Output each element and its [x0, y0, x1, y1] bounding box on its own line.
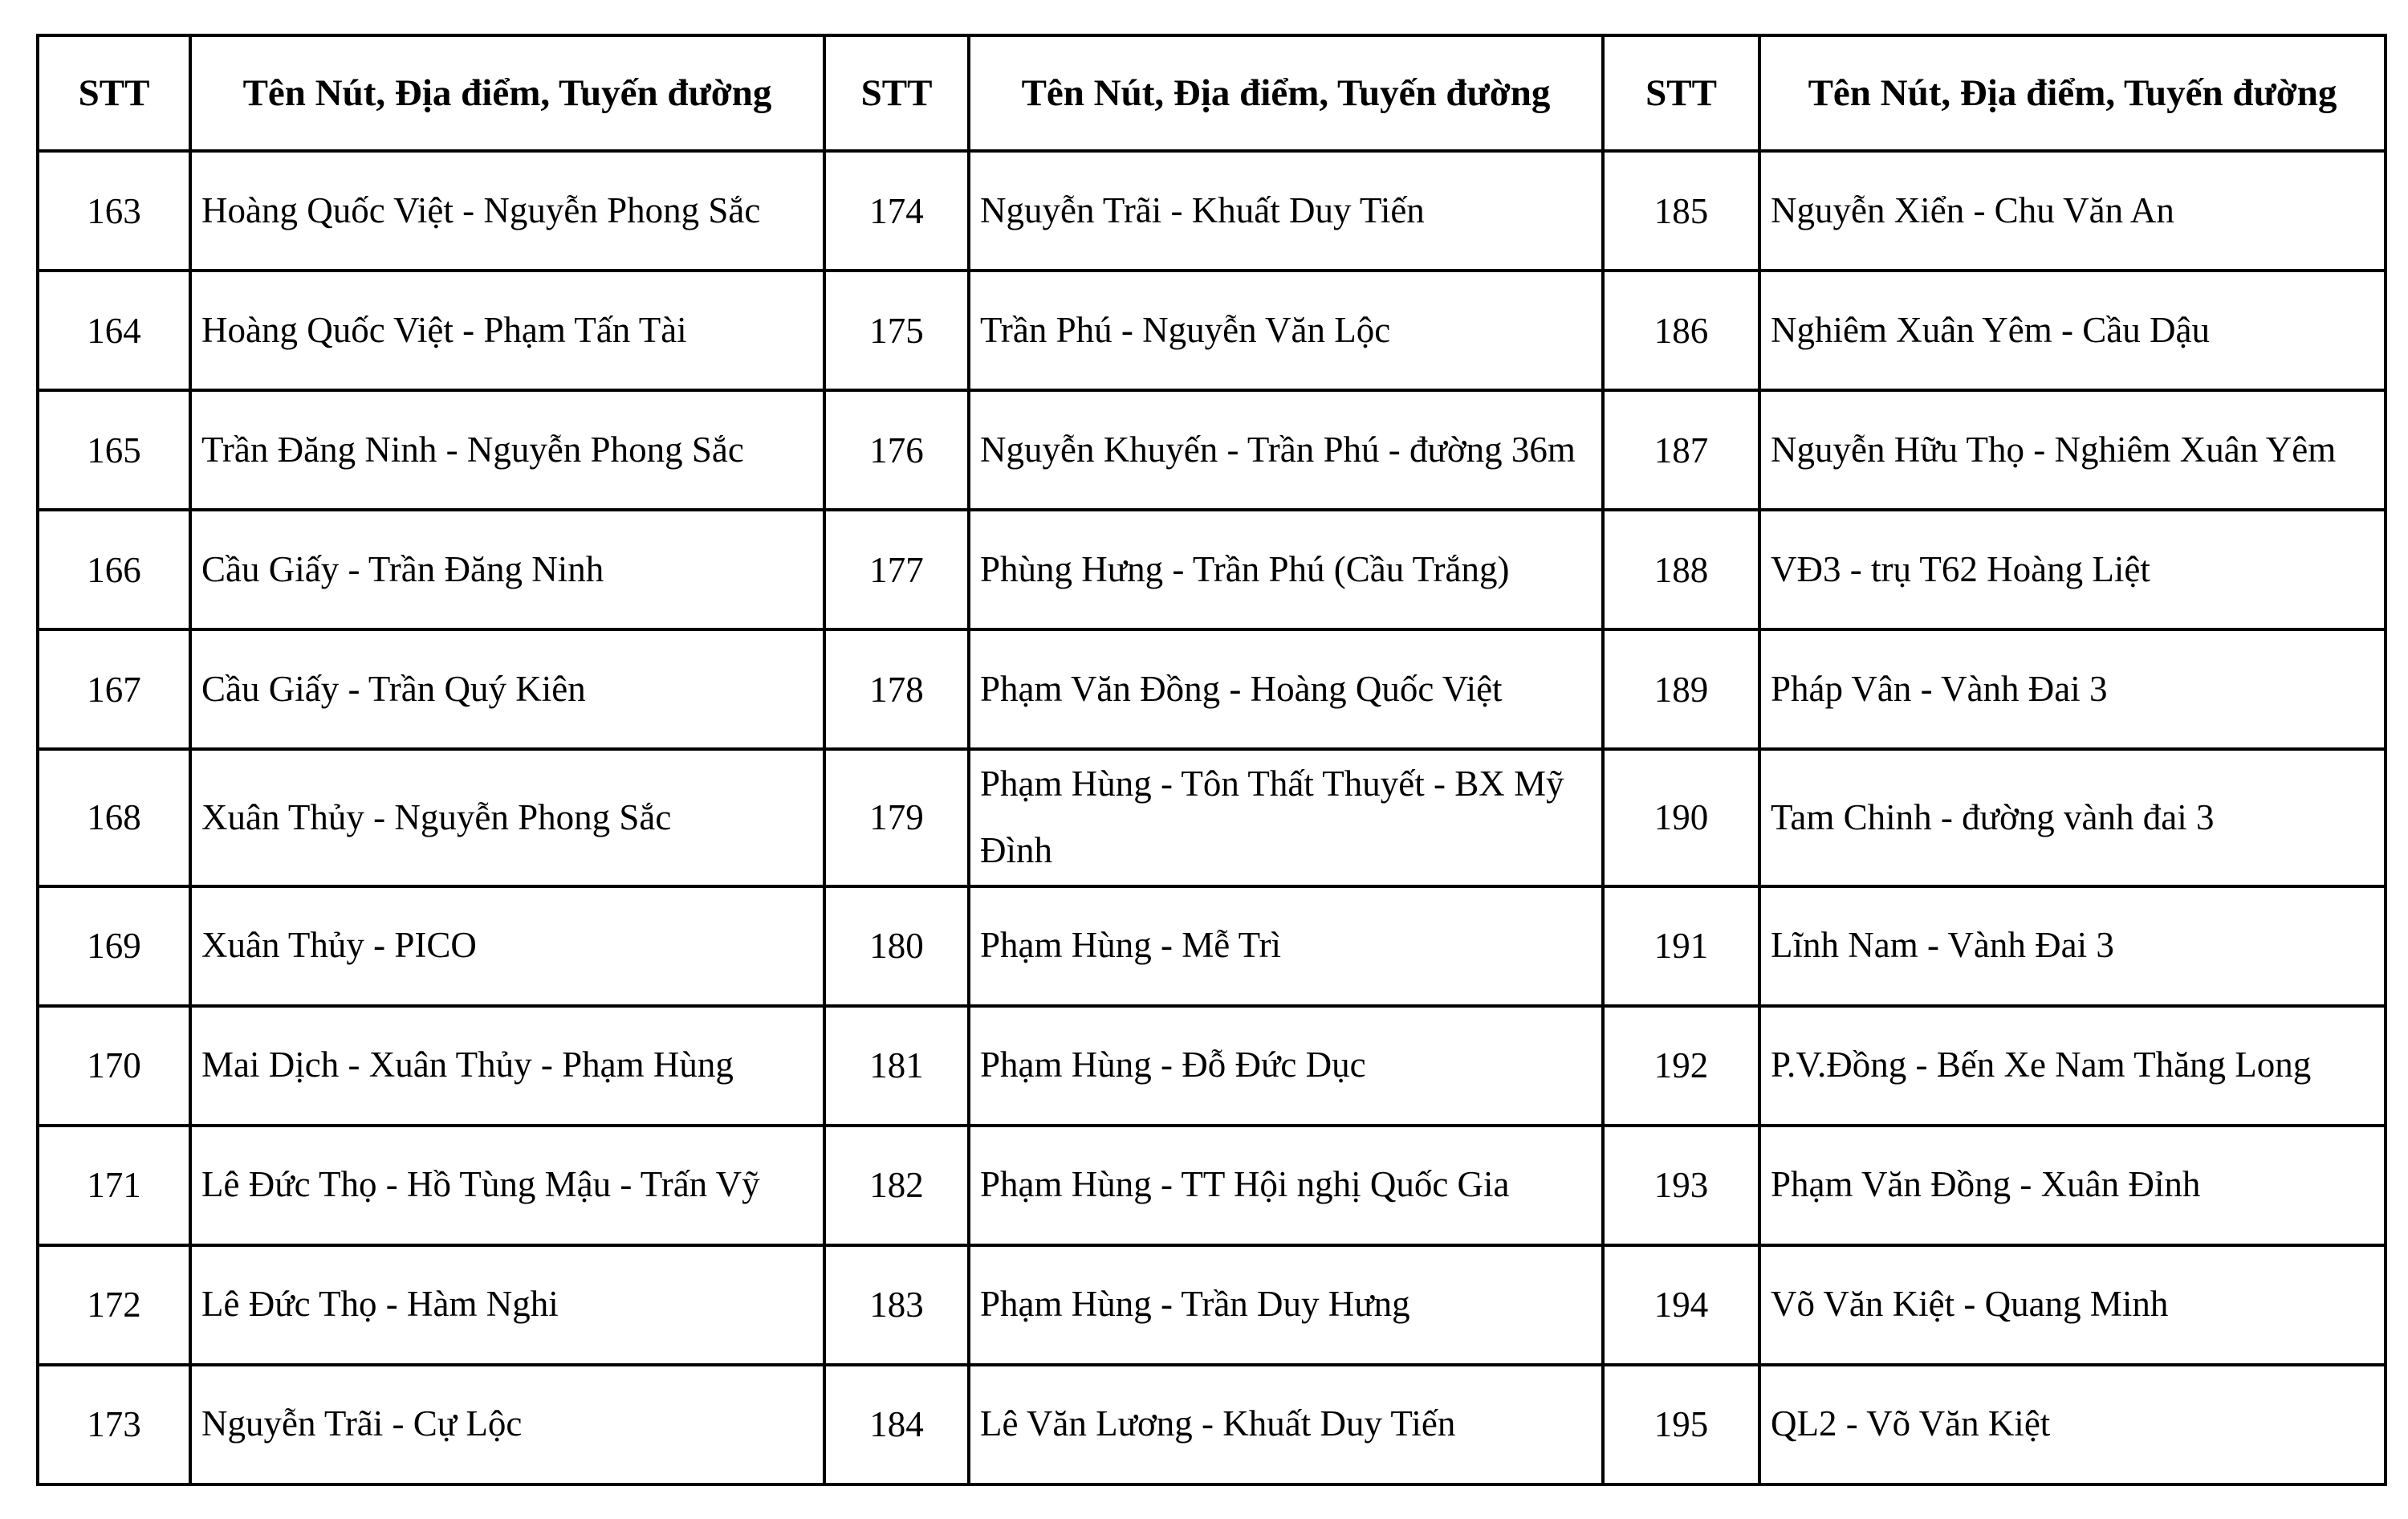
- route-cell: Phạm Hùng - Tôn Thất Thuyết - BX Mỹ Đình: [969, 749, 1603, 886]
- stt-cell: 165: [38, 390, 190, 510]
- route-cell: Phạm Văn Đồng - Xuân Đỉnh: [1759, 1126, 2386, 1245]
- route-cell: Nguyễn Trãi - Cự Lộc: [190, 1365, 824, 1484]
- route-cell: Nguyễn Hữu Thọ - Nghiêm Xuân Yêm: [1759, 390, 2386, 510]
- table-row: [38, 271, 2386, 390]
- stt-cell: 177: [824, 510, 969, 629]
- stt-cell: 172: [38, 1245, 190, 1365]
- stt-cell: 192: [1603, 1006, 1759, 1126]
- stt-cell: 184: [824, 1365, 969, 1484]
- stt-cell: 185: [1603, 151, 1759, 271]
- stt-header-3: STT: [1603, 35, 1759, 151]
- table-row: [38, 390, 2386, 510]
- stt-cell: 173: [38, 1365, 190, 1484]
- route-cell: VĐ3 - trụ T62 Hoàng Liệt: [1759, 510, 2386, 629]
- route-cell: Võ Văn Kiệt - Quang Minh: [1759, 1245, 2386, 1365]
- route-cell: Lĩnh Nam - Vành Đai 3: [1759, 886, 2386, 1006]
- route-header-3: Tên Nút, Địa điểm, Tuyến đường: [1759, 35, 2386, 151]
- stt-cell: 190: [1603, 749, 1759, 886]
- route-cell: Trần Đăng Ninh - Nguyễn Phong Sắc: [190, 390, 824, 510]
- stt-cell: 195: [1603, 1365, 1759, 1484]
- route-cell: Lê Đức Thọ - Hồ Tùng Mậu - Trấn Vỹ: [190, 1126, 824, 1245]
- route-cell: P.V.Đồng - Bến Xe Nam Thăng Long: [1759, 1006, 2386, 1126]
- route-cell: Cầu Giấy - Trần Đăng Ninh: [190, 510, 824, 629]
- stt-cell: 189: [1603, 629, 1759, 749]
- junction-list-table: [36, 34, 2387, 1486]
- stt-cell: 191: [1603, 886, 1759, 1006]
- table-row: [38, 151, 2386, 271]
- route-cell: Trần Phú - Nguyễn Văn Lộc: [969, 271, 1603, 390]
- route-cell: Phạm Hùng - Trần Duy Hưng: [969, 1245, 1603, 1365]
- stt-cell: 174: [824, 151, 969, 271]
- route-header-2: Tên Nút, Địa điểm, Tuyến đường: [969, 35, 1603, 151]
- stt-cell: 178: [824, 629, 969, 749]
- stt-cell: 182: [824, 1126, 969, 1245]
- route-cell: Hoàng Quốc Việt - Nguyễn Phong Sắc: [190, 151, 824, 271]
- stt-cell: 163: [38, 151, 190, 271]
- stt-cell: 193: [1603, 1126, 1759, 1245]
- table-row: [38, 1245, 2386, 1365]
- stt-cell: 187: [1603, 390, 1759, 510]
- stt-cell: 176: [824, 390, 969, 510]
- stt-cell: 180: [824, 886, 969, 1006]
- route-cell: Nguyễn Xiển - Chu Văn An: [1759, 151, 2386, 271]
- stt-header-2: STT: [824, 35, 969, 151]
- stt-header-1: STT: [38, 35, 190, 151]
- table-row: [38, 1365, 2386, 1484]
- route-cell: Mai Dịch - Xuân Thủy - Phạm Hùng: [190, 1006, 824, 1126]
- stt-cell: 167: [38, 629, 190, 749]
- stt-cell: 188: [1603, 510, 1759, 629]
- stt-cell: 181: [824, 1006, 969, 1126]
- table-row: [38, 1126, 2386, 1245]
- stt-cell: 164: [38, 271, 190, 390]
- route-cell: Xuân Thủy - Nguyễn Phong Sắc: [190, 749, 824, 886]
- route-cell: Nguyễn Trãi - Khuất Duy Tiến: [969, 151, 1603, 271]
- route-cell: Lê Đức Thọ - Hàm Nghi: [190, 1245, 824, 1365]
- route-cell: Hoàng Quốc Việt - Phạm Tấn Tài: [190, 271, 824, 390]
- route-cell: Phạm Hùng - TT Hội nghị Quốc Gia: [969, 1126, 1603, 1245]
- stt-cell: 168: [38, 749, 190, 886]
- stt-cell: 169: [38, 886, 190, 1006]
- table-row: [38, 1006, 2386, 1126]
- route-cell: Phạm Hùng - Đỗ Đức Dục: [969, 1006, 1603, 1126]
- route-cell: Cầu Giấy - Trần Quý Kiên: [190, 629, 824, 749]
- route-cell: Nguyễn Khuyến - Trần Phú - đường 36m: [969, 390, 1603, 510]
- route-cell: Xuân Thủy - PICO: [190, 886, 824, 1006]
- table-row: [38, 886, 2386, 1006]
- stt-cell: 186: [1603, 271, 1759, 390]
- route-cell: Phùng Hưng - Trần Phú (Cầu Trắng): [969, 510, 1603, 629]
- stt-cell: 171: [38, 1126, 190, 1245]
- route-cell: Tam Chinh - đường vành đai 3: [1759, 749, 2386, 886]
- route-header-1: Tên Nút, Địa điểm, Tuyến đường: [190, 35, 824, 151]
- stt-cell: 183: [824, 1245, 969, 1365]
- route-cell: Nghiêm Xuân Yêm - Cầu Dậu: [1759, 271, 2386, 390]
- stt-cell: 166: [38, 510, 190, 629]
- route-cell: Phạm Hùng - Mễ Trì: [969, 886, 1603, 1006]
- route-cell: Pháp Vân - Vành Đai 3: [1759, 629, 2386, 749]
- stt-cell: 179: [824, 749, 969, 886]
- route-cell: Lê Văn Lương - Khuất Duy Tiến: [969, 1365, 1603, 1484]
- table-row: [38, 749, 2386, 886]
- route-cell: QL2 - Võ Văn Kiệt: [1759, 1365, 2386, 1484]
- stt-cell: 194: [1603, 1245, 1759, 1365]
- stt-cell: 175: [824, 271, 969, 390]
- table-row: [38, 510, 2386, 629]
- stt-cell: 170: [38, 1006, 190, 1126]
- route-cell: Phạm Văn Đồng - Hoàng Quốc Việt: [969, 629, 1603, 749]
- table-row: [38, 629, 2386, 749]
- table-header-row: [38, 35, 2386, 151]
